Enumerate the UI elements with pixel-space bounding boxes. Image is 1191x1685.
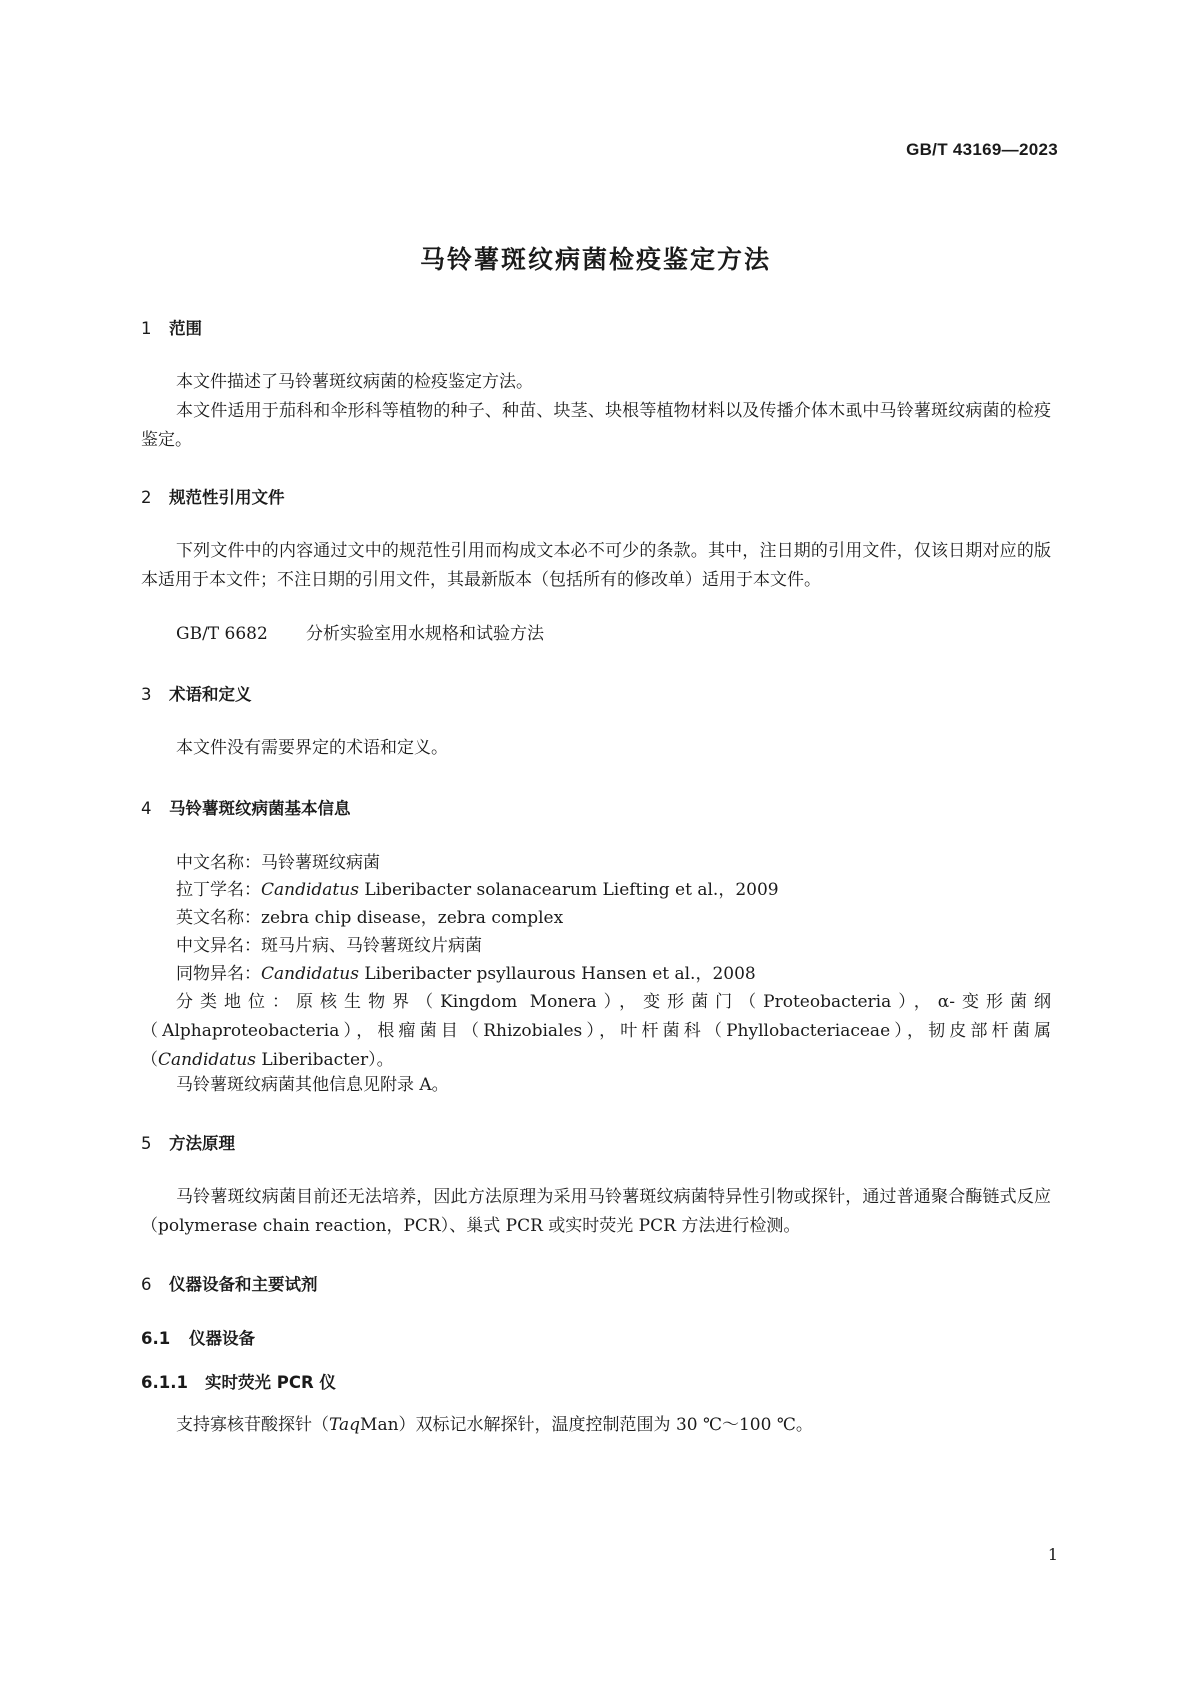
genus-italic: Candidatus <box>158 1050 256 1070</box>
section-number: 3 <box>141 685 152 704</box>
info-english-name <box>176 904 563 933</box>
field-value: 原核生物界（Kingdom Monera），变形菌门（Proteobacteria），α-变形菌纲（Alphaproteobacteria），根瘤菌目（Rhizobiales），叶杆菌科（Phyllobacteriaceae），韧皮部杆菌属（ <box>141 992 1052 1070</box>
section-number: 4 <box>141 799 152 818</box>
section-3-heading <box>141 681 252 705</box>
field-label: 分类地位： <box>176 992 297 1012</box>
section-6-heading <box>141 1271 318 1295</box>
section-number: 1 <box>141 319 152 338</box>
reference-code: GB/T 6682 <box>176 624 268 644</box>
reference-title: 分析实验室用水规格和试验方法 <box>306 624 544 644</box>
section-number: 6 <box>141 1275 152 1294</box>
normative-reference <box>176 620 544 649</box>
info-latin-name <box>176 876 779 905</box>
section-title: 马铃薯斑纹病菌基本信息 <box>169 799 351 818</box>
field-value: zebra chip disease，zebra complex <box>261 908 564 928</box>
section-number: 5 <box>141 1134 152 1153</box>
section-title: 仪器设备 <box>189 1329 255 1348</box>
field-label: 中文名称： <box>176 853 261 873</box>
page-number: 1 <box>1047 1545 1058 1564</box>
section-number: 6.1.1 <box>141 1373 188 1392</box>
field-label: 拉丁学名： <box>176 880 261 900</box>
info-taxonomy <box>141 988 1051 1075</box>
paragraph: 本文件没有需要界定的术语和定义。 <box>176 738 448 758</box>
section-1-heading <box>141 315 202 339</box>
paragraph: 本文件适用于茄科和伞形科等植物的种子、种苗、块茎、块根等植物材料以及传播介体木虱中马铃薯斑纹病菌的检疫鉴定。 <box>141 401 1051 450</box>
field-value: Liberibacter solanacearum Liefting et al.，2009 <box>358 880 779 900</box>
section-2-heading <box>141 484 285 508</box>
paragraph: 马铃薯斑纹病菌其他信息见附录 A。 <box>176 1075 449 1095</box>
field-value: Liberibacter psyllaurous Hansen et al.，2008 <box>358 964 756 984</box>
section-6-1-1-heading <box>141 1369 336 1393</box>
field-value: 斑马片病、马铃薯斑纹片病菌 <box>261 936 482 956</box>
field-value: 马铃薯斑纹病菌 <box>261 853 380 873</box>
genus-italic: Candidatus <box>261 880 359 900</box>
section-6-1-heading <box>141 1325 255 1349</box>
field-label: 英文名称： <box>176 908 261 928</box>
section-title: 方法原理 <box>169 1134 235 1153</box>
info-chinese-name <box>176 849 380 878</box>
field-value: Liberibacter）。 <box>255 1050 394 1070</box>
standard-code: GB/T 43169—2023 <box>906 140 1058 159</box>
italic-run: Taq <box>329 1415 361 1435</box>
info-synonym <box>176 960 756 989</box>
field-label: 中文异名： <box>176 936 261 956</box>
section-5-heading <box>141 1130 235 1154</box>
section-title: 仪器设备和主要试剂 <box>169 1275 318 1294</box>
section-title: 规范性引用文件 <box>169 488 285 507</box>
section-number: 6.1 <box>141 1329 171 1348</box>
document-title: 马铃薯斑纹病菌检疫鉴定方法 <box>419 245 771 274</box>
section-title: 实时荧光 PCR 仪 <box>205 1373 336 1392</box>
paragraph <box>176 1411 813 1440</box>
section-number: 2 <box>141 488 152 507</box>
section-title: 术语和定义 <box>169 685 252 704</box>
info-chinese-alias <box>176 932 482 961</box>
text-run: Man）双标记水解探针，温度控制范围为 30 ℃～100 ℃。 <box>360 1415 813 1435</box>
paragraph: 下列文件中的内容通过文中的规范性引用而构成文本必不可少的条款。其中，注日期的引用文件，仅该日期对应的版本适用于本文件；不注日期的引用文件，其最新版本（包括所有的修改单）适用于本文件。 <box>141 541 1051 590</box>
paragraph: 本文件描述了马铃薯斑纹病菌的检疫鉴定方法。 <box>176 372 533 392</box>
genus-italic: Candidatus <box>261 964 359 984</box>
paragraph: 马铃薯斑纹病菌目前还无法培养，因此方法原理为采用马铃薯斑纹病菌特异性引物或探针，通过普通聚合酶链式反应（polymerase chain reaction，PCR）、巢式 PCR 或实时荧光 PCR 方法进行检测。 <box>141 1187 1051 1236</box>
section-4-heading <box>141 795 351 819</box>
field-label: 同物异名： <box>176 964 261 984</box>
text-run: 支持寡核苷酸探针（ <box>176 1415 329 1435</box>
section-title: 范围 <box>169 319 202 338</box>
